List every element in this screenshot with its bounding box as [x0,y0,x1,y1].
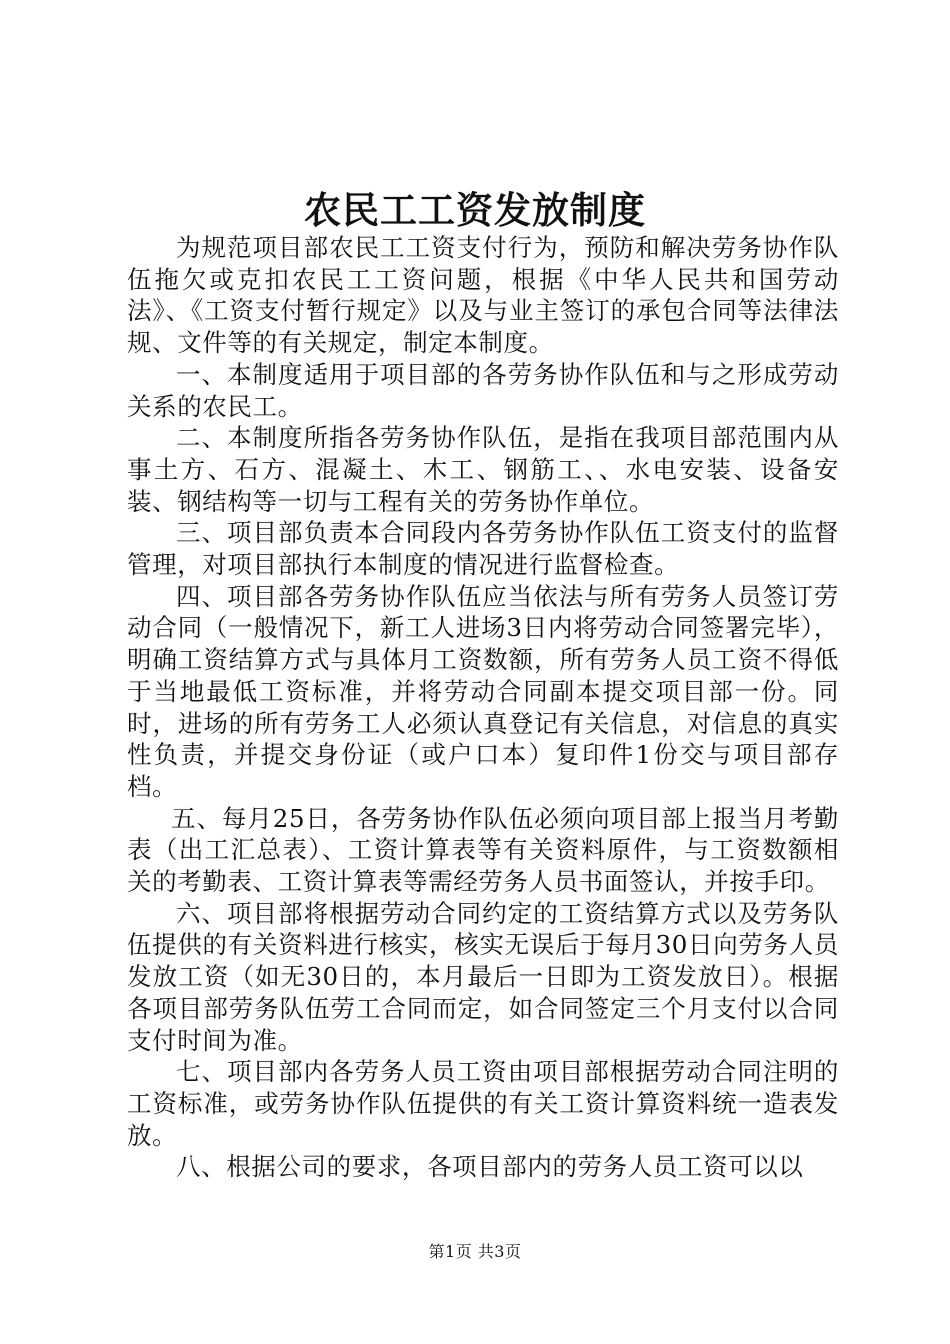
page-number-footer: 第1页 共3页 [428,1242,522,1261]
paragraph-5: 五、每月25日，各劳务协作队伍必须向项目部上报当月考勤表（出工汇总表）、工资计算表等有关资料原件，与工资数额相关的考勤表、工资计算表等需经劳务人员书面签认，并按手印。 [127,803,839,897]
paragraph-7: 七、项目部内各劳务人员工资由项目部根据劳动合同注明的工资标准，或劳务协作队伍提供的有关工资计算资料统一造表发放。 [127,1057,839,1150]
document-title: 农民工工资发放制度 [304,188,646,232]
paragraph-3: 三、项目部负责本合同段内各劳务协作队伍工资支付的监督管理，对项目部执行本制度的情况进行监督检查。 [127,518,839,580]
paragraph-4: 四、项目部各劳务协作队伍应当依法与所有劳务人员签订劳动合同（一般情况下，新工人进场3日内将劳动合同签署完毕），明确工资结算方式与具体月工资数额，所有劳务人员工资不得低于当地最低工资标准，并将劳动合同副本提交项目部一份。同时，进场的所有劳务工人必须认真登记有关信息，对信息的真实性负责，并提交身份证（或户口本）复印件1份交与项目部存档。 [127,581,839,801]
paragraph-8: 八、根据公司的要求，各项目部内的劳务人员工资可以以 [176,1152,804,1182]
paragraph-2: 二、本制度所指各劳务协作队伍，是指在我项目部范围内从事土方、石方、混凝土、木工、钢筋工、、水电安装、设备安装、钢结构等一切与工程有关的劳务协作单位。 [127,423,839,516]
paragraph-1: 一、本制度适用于项目部的各劳务协作队伍和与之形成劳动关系的农民工。 [127,359,839,421]
paragraph-intro: 为规范项目部农民工工资支付行为，预防和解决劳务协作队伍拖欠或克扣农民工工资问题，根据《中华人民共和国劳动法》、《工资支付暂行规定》以及与业主签订的承包合同等法律法规、文件等的有关规定，制定本制度。 [127,233,839,358]
paragraph-6: 六、项目部将根据劳动合同约定的工资结算方式以及劳务队伍提供的有关资料进行核实，核实无误后于每月30日向劳务人员发放工资（如无30日的，本月最后一日即为工资发放日）。根据各项目部劳务队伍劳工合同而定，如合同签定三个月支付以合同支付时间为准。 [127,898,839,1055]
document-body [127,232,839,1183]
